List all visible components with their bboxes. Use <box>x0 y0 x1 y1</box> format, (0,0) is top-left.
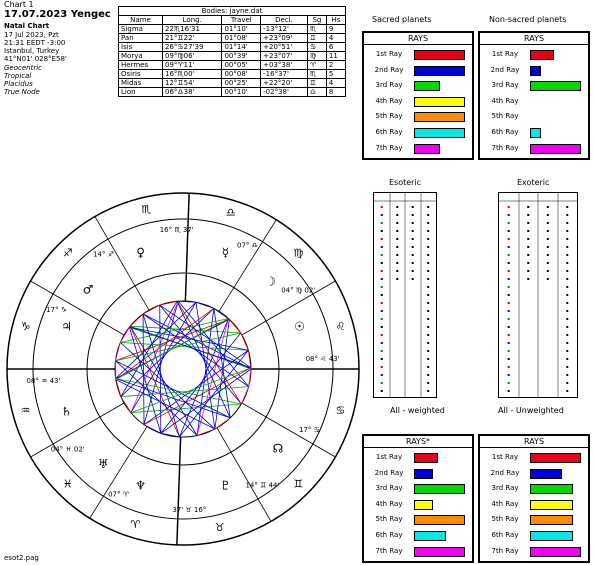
aspect-line <box>143 314 249 387</box>
sign-glyph: ♎ <box>225 206 236 220</box>
ray-row <box>366 528 470 542</box>
ray-row <box>482 125 586 139</box>
planet-glyph: ☽ <box>265 274 277 289</box>
chart-geocentric: Geocentric <box>4 64 43 72</box>
house-cusp-line <box>177 437 181 545</box>
cusp-label: 07° ♎ <box>237 241 258 250</box>
house-cusp-line <box>31 281 125 335</box>
ray-bar <box>414 81 440 91</box>
rays-panel-title: RAYS* <box>364 436 472 448</box>
ray-bar <box>530 81 581 91</box>
ray-row <box>482 78 586 92</box>
exoteric-table <box>498 192 578 398</box>
bodies-cell: 2 <box>326 61 345 70</box>
chart-time: 21:31 EEDT -3:00 <box>4 39 66 47</box>
bodies-cell: Pan <box>119 34 163 43</box>
aspect-line <box>214 308 230 319</box>
cusp-label: 14° ♊ 44' <box>245 481 280 490</box>
aspect-line <box>196 302 214 308</box>
ray-label: 4th Ray <box>491 499 519 508</box>
aspect-line <box>215 418 230 429</box>
ray-bar <box>414 97 465 107</box>
chart-label: Chart 1 <box>4 0 34 9</box>
cusp-label: 14° ♐ <box>93 250 114 259</box>
ray-row <box>482 466 586 480</box>
ray-label: 4th Ray <box>375 96 403 105</box>
weighted-caption: All - weighted <box>390 406 445 415</box>
unweighted-rays-panel <box>478 434 590 563</box>
ray-label: 3rd Ray <box>375 81 403 90</box>
bodies-cell: 4 <box>326 34 345 43</box>
bodies-cell: 12°♊54' <box>162 79 221 88</box>
ray-bar <box>414 453 438 463</box>
nonsacred-rays-panel <box>478 31 590 160</box>
sign-glyph: ♏ <box>141 203 152 217</box>
ray-label: 6th Ray <box>491 128 519 136</box>
ray-label: 5th Ray <box>491 515 519 524</box>
ray-label: 1st Ray <box>375 50 403 58</box>
bodies-cell: Isis <box>119 43 163 52</box>
bodies-cell: ♎ <box>307 88 326 97</box>
sacred-caption: Sacred planets <box>372 15 432 24</box>
sign-glyph: ♈ <box>130 517 141 531</box>
bodies-row <box>119 52 346 61</box>
ray-label: 6th Ray <box>491 531 519 539</box>
ray-row <box>482 63 586 77</box>
aspect-line <box>197 429 215 435</box>
bodies-cell: ♊ <box>307 79 326 88</box>
ray-row <box>366 512 470 526</box>
ray-row <box>482 47 586 61</box>
bodies-cell: Lion <box>119 88 163 97</box>
bodies-cell: ♊ <box>307 34 326 43</box>
aspect-line <box>143 314 179 437</box>
aspect-line <box>116 308 214 379</box>
house-cusp-line <box>217 428 271 522</box>
bodies-cell: -16°37' <box>261 70 308 79</box>
ray-bar <box>530 50 554 60</box>
house-cusp-line <box>95 217 149 311</box>
bodies-cell: 09°♈11' <box>162 61 221 70</box>
chart-tropical: Tropical <box>4 72 32 80</box>
aspect-line <box>161 433 180 437</box>
cusp-label: 17° ♑ <box>46 305 68 314</box>
ray-bar <box>414 50 465 60</box>
aspect-line <box>129 314 143 327</box>
ray-label: 7th Ray <box>375 546 403 555</box>
ray-label: 1st Ray <box>491 50 519 58</box>
natal-chart-wheel <box>2 188 362 550</box>
chart-placidus: Placidus <box>4 80 33 88</box>
rays-panel-title: RAYS <box>480 33 588 45</box>
bodies-row <box>119 79 346 88</box>
ray-bar <box>414 469 433 479</box>
house-cusp-line <box>185 193 189 301</box>
aspect-line <box>121 397 131 413</box>
sign-glyph: ♍ <box>293 246 304 260</box>
planet-glyph: ♀ <box>136 245 145 260</box>
sign-glyph: ♋ <box>335 404 346 418</box>
ray-label: 5th Ray <box>375 515 403 524</box>
ray-bar <box>530 500 573 510</box>
house-cusp-line <box>242 403 336 457</box>
rays-panel-title: RAYS <box>480 436 588 448</box>
aspect-line <box>120 326 130 342</box>
chart-place: Istanbul, Turkey <box>4 47 60 55</box>
bodies-col-header: Sg <box>307 16 326 25</box>
sign-glyph: ♌ <box>335 319 346 333</box>
ray-bar <box>414 128 465 138</box>
mini-grid <box>499 193 577 397</box>
ray-row <box>482 512 586 526</box>
ray-row <box>366 47 470 61</box>
ray-label: 7th Ray <box>491 546 519 555</box>
sign-glyph: ♐ <box>62 246 73 260</box>
planet-glyph: ♂ <box>82 282 94 297</box>
bodies-cell: Osiris <box>119 70 163 79</box>
bodies-cell: Sigma <box>119 25 163 34</box>
ray-label: 4th Ray <box>491 96 519 105</box>
ray-label: 6th Ray <box>375 128 403 136</box>
cusp-label: 04° ♍ 02' <box>281 286 316 295</box>
bodies-cell: 00°25' <box>222 79 261 88</box>
cusp-label: 07° ♈ <box>108 490 129 499</box>
bodies-cell: 06°♎38' <box>162 88 221 97</box>
ray-row <box>482 94 586 108</box>
ray-row <box>482 528 586 542</box>
bodies-cell: 22♏16'31 <box>162 25 221 34</box>
bodies-table <box>118 6 346 97</box>
cusp-label: 37' ♉ 16° <box>172 505 207 514</box>
bodies-cell: 4 <box>326 79 345 88</box>
ray-bar <box>414 112 465 122</box>
bodies-cell: 01°08' <box>222 34 261 43</box>
ray-label: 3rd Ray <box>491 484 519 493</box>
ray-label: 2nd Ray <box>490 468 520 477</box>
aspect-line <box>116 342 121 360</box>
planet-glyph: ♅ <box>97 456 109 471</box>
ray-row <box>482 497 586 511</box>
bodies-col-header: Decl. <box>261 16 308 25</box>
chart-type: Natal Chart <box>4 22 50 30</box>
esoteric-table <box>373 192 437 398</box>
bodies-cell: 8 <box>326 88 345 97</box>
ray-label: 5th Ray <box>375 112 403 121</box>
ray-row <box>366 94 470 108</box>
sign-glyph: ♊ <box>293 477 304 491</box>
ray-row <box>366 141 470 155</box>
ray-label: 1st Ray <box>491 453 519 461</box>
ray-label: 2nd Ray <box>374 468 404 477</box>
ray-row <box>482 141 586 155</box>
bodies-cell: +23°07' <box>261 52 308 61</box>
bodies-cell: Hermes <box>119 61 163 70</box>
cusp-label: 16° ♏ 37' <box>159 226 194 235</box>
aspect-line <box>143 305 160 314</box>
ray-bar <box>530 547 581 557</box>
bodies-cell: 01°14' <box>222 43 261 52</box>
sign-glyph: ♑ <box>20 319 31 333</box>
ray-bar <box>530 531 573 541</box>
ray-label: 3rd Ray <box>375 484 403 493</box>
bodies-row <box>119 70 346 79</box>
bodies-cell: ♏ <box>307 25 326 34</box>
bodies-cell: 21°♊22' <box>162 34 221 43</box>
ray-bar <box>530 515 573 525</box>
ray-bar <box>414 66 465 76</box>
bodies-cell: 9 <box>326 25 345 34</box>
bodies-cell: +03°38' <box>261 61 308 70</box>
aspect-line <box>160 305 161 433</box>
ray-row <box>482 109 586 123</box>
planet-glyph: ☊ <box>272 441 284 456</box>
ray-bar <box>414 144 440 154</box>
aspect-line <box>229 318 241 332</box>
bodies-row <box>119 34 346 43</box>
bodies-row <box>119 25 346 34</box>
rays-panel-title: RAYS <box>364 33 472 45</box>
bodies-row <box>119 61 346 70</box>
sacred-rays-panel <box>362 31 474 160</box>
planet-glyph: ♇ <box>220 478 231 493</box>
exoteric-caption: Exoteric <box>517 178 550 187</box>
unweighted-caption: All - Unweighted <box>498 406 564 415</box>
ray-label: 5th Ray <box>491 112 519 121</box>
planet-glyph: ☉ <box>294 319 305 334</box>
ray-bar <box>530 469 562 479</box>
ray-row <box>366 450 470 464</box>
ray-label: 7th Ray <box>491 143 519 152</box>
ray-label: 4th Ray <box>375 499 403 508</box>
ray-row <box>482 450 586 464</box>
bodies-cell: ♈ <box>307 61 326 70</box>
bodies-col-header: Long. <box>162 16 221 25</box>
sign-glyph: ♉ <box>214 520 225 534</box>
aspect-line <box>177 301 230 418</box>
ray-bar <box>530 128 541 138</box>
weighted-rays-panel <box>362 434 474 563</box>
ray-label: 3rd Ray <box>491 81 519 90</box>
chart-title: 17.07.2023 Yengec <box>4 9 111 20</box>
ray-bar <box>530 484 573 494</box>
ray-row <box>482 481 586 495</box>
bodies-cell: ♋ <box>307 43 326 52</box>
ray-bar <box>530 66 541 76</box>
bodies-cell: 6 <box>326 43 345 52</box>
bodies-cell: 01°10' <box>222 25 261 34</box>
ray-row <box>366 63 470 77</box>
planet-glyph: ♃ <box>61 319 72 334</box>
ray-bar <box>414 515 465 525</box>
bodies-cell: 00°05' <box>222 61 261 70</box>
bodies-row <box>119 43 346 52</box>
bodies-cell: -13°12' <box>261 25 308 34</box>
bodies-cell: -02°38' <box>261 88 308 97</box>
bodies-row <box>119 88 346 97</box>
bodies-cell: 00°08' <box>222 70 261 79</box>
bodies-col-header: Travel <box>222 16 261 25</box>
planet-glyph: ♆ <box>135 478 146 493</box>
ray-row <box>366 481 470 495</box>
cusp-label: 08° ♒ 43' <box>26 377 61 386</box>
bodies-cell: +20°51' <box>261 43 308 52</box>
bodies-cell: Morya <box>119 52 163 61</box>
cusp-label: 08° ♌ 43' <box>305 354 340 363</box>
footer-filename: esot2.pag <box>4 554 39 562</box>
ray-bar <box>414 531 446 541</box>
nonsacred-caption: Non-sacred planets <box>489 15 567 24</box>
ray-bar <box>530 144 581 154</box>
bodies-cell: Midas <box>119 79 163 88</box>
ray-label: 2nd Ray <box>374 65 404 74</box>
mini-grid <box>374 193 436 397</box>
bodies-cell: 16°♏00' <box>162 70 221 79</box>
ray-bar <box>414 547 465 557</box>
planet-glyph: ♄ <box>61 404 72 419</box>
cusp-label: 04° ♓ 02' <box>50 445 85 454</box>
aspect-line <box>241 333 249 350</box>
bodies-cell: +23°09' <box>261 34 308 43</box>
bodies-cell: 00°39' <box>222 52 261 61</box>
ray-row <box>366 109 470 123</box>
esoteric-caption: Esoteric <box>389 178 422 187</box>
ray-row <box>482 544 586 558</box>
ray-label: 6th Ray <box>375 531 403 539</box>
bodies-cell: ♏ <box>307 70 326 79</box>
chart-true-node: True Node <box>4 88 40 96</box>
bodies-cell: 11 <box>326 52 345 61</box>
bodies-col-header: Hs <box>326 16 345 25</box>
ray-bar <box>414 500 433 510</box>
ray-row <box>366 497 470 511</box>
bodies-cell: 09°♍06' <box>162 52 221 61</box>
aspect-line <box>241 387 248 404</box>
planet-glyph: ☿ <box>221 245 230 260</box>
ray-bar <box>530 453 581 463</box>
bodies-cell: +22°20' <box>261 79 308 88</box>
chart-date: 17 Jul 2023, Pzt <box>4 31 59 39</box>
bodies-cell: 00°10' <box>222 88 261 97</box>
bodies-table-title: Bodies: jayne.dat <box>119 7 346 16</box>
sign-glyph: ♒ <box>20 404 31 418</box>
chart-coords: 41°N01' 028°E58' <box>4 55 67 63</box>
ray-row <box>366 544 470 558</box>
bodies-col-header: Name <box>119 16 163 25</box>
bodies-cell: 26°♋27'39 <box>162 43 221 52</box>
ray-label: 1st Ray <box>375 453 403 461</box>
ray-row <box>366 466 470 480</box>
sign-glyph: ♓ <box>62 477 73 491</box>
bodies-cell: ♍ <box>307 52 326 61</box>
ray-row <box>366 125 470 139</box>
ray-label: 7th Ray <box>375 143 403 152</box>
bodies-cell: 5 <box>326 70 345 79</box>
cusp-label: 17° ♋ <box>298 426 320 435</box>
ray-row <box>366 78 470 92</box>
ray-label: 2nd Ray <box>490 65 520 74</box>
ray-bar <box>414 484 465 494</box>
